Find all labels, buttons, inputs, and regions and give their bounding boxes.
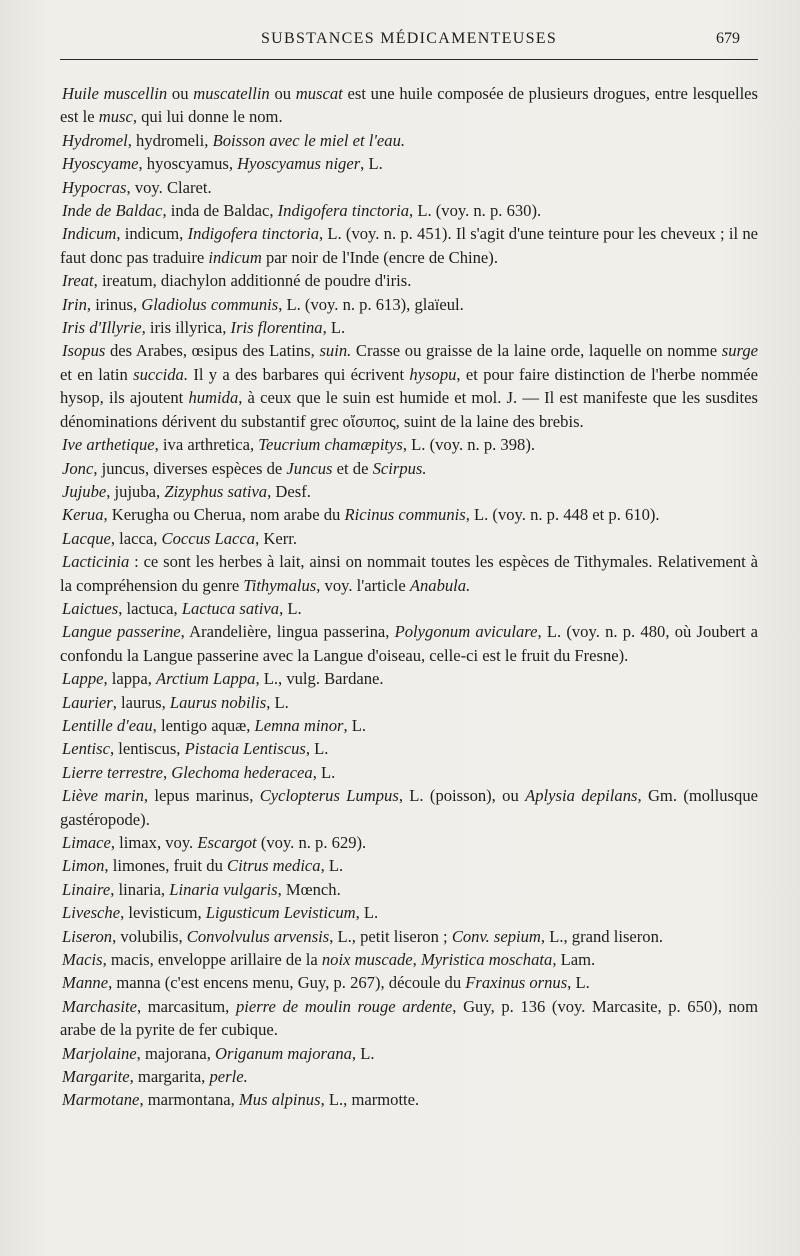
page-number: 679 — [716, 30, 740, 47]
entry-headword: Jujube — [62, 481, 107, 501]
entry-headword: Liseron — [62, 926, 113, 946]
entry-headword: Livesche — [62, 903, 121, 923]
glossary-entry — [60, 176, 758, 199]
glossary-entry — [60, 1065, 758, 1088]
glossary-entry — [60, 316, 758, 339]
entry-text: , jujuba, — [106, 481, 165, 501]
glossary-entry — [60, 1088, 758, 1111]
entry-italic-text: Convolvulus arvensis — [186, 926, 330, 946]
entry-headword: Lentisc — [62, 739, 110, 759]
entry-italic-text: noix muscade — [321, 950, 413, 970]
entry-text: , L. — [343, 715, 367, 735]
entry-text: , volubilis, — [112, 926, 187, 946]
entry-text: , voy. Claret. — [126, 177, 212, 197]
glossary-entry — [60, 854, 758, 877]
entry-text: , levisticum, — [120, 903, 206, 923]
entry-headword: Ive arthetique — [62, 435, 155, 455]
entry-text: , macis, enveloppe arillaire de la — [102, 950, 322, 970]
glossary-entry — [60, 667, 758, 690]
entry-italic-text: Laurus nobilis — [169, 692, 267, 712]
entry-text: , lepus marinus, — [143, 786, 260, 806]
running-title: SUBSTANCES MÉDICAMENTEUSES — [260, 30, 558, 47]
glossary-entry — [60, 1042, 758, 1065]
entry-italic-text: Iris florentina — [230, 318, 323, 338]
page-header — [60, 26, 758, 56]
entry-text: , — [162, 762, 172, 782]
entry-headword: Marmotane — [62, 1090, 140, 1110]
entry-headword: Isopus — [62, 341, 106, 361]
entry-headword: Lacticinia — [62, 552, 130, 572]
entry-text: Crasse ou graisse de la laine orde, laquelle on nomme — [351, 341, 722, 361]
entry-headword: Margarite — [62, 1067, 130, 1087]
glossary-entry — [60, 457, 758, 480]
entry-italic-text: muscat — [295, 84, 343, 103]
entry-italic-text: Zizyphus sativa — [164, 481, 268, 501]
glossary-entry — [60, 269, 758, 292]
entry-italic-text: Citrus medica — [227, 856, 321, 876]
entry-text: , Desf. — [267, 481, 311, 501]
glossary-entry — [60, 761, 758, 784]
entry-text: , inda de Baldac, — [162, 201, 278, 221]
header-rule — [60, 59, 758, 60]
entry-headword: Limon — [62, 856, 105, 876]
entry-text: , Mœnch. — [277, 879, 341, 899]
entry-text: , — [412, 950, 421, 970]
entry-headword: Linaire — [62, 879, 111, 899]
entry-headword: Iris d'Illyrie — [62, 318, 142, 338]
entry-text: , L. (poisson), ou — [398, 786, 526, 806]
entry-text: , limones, fruit du — [104, 856, 228, 876]
entry-text: , lacca, — [110, 528, 162, 548]
entry-text: , à ceux que le suin est humide et mol. J. — Il est manifeste que les susdites dénominations dérivent du substantif grec οἴσυπος, suint de la laine des brebis. — [60, 388, 758, 431]
entry-text: , lentigo aquæ, — [152, 715, 255, 735]
entry-text: , irinus, — [86, 294, 142, 314]
glossary-entry — [60, 550, 758, 597]
glossary-body — [60, 82, 758, 1112]
entry-headword: Ireat — [62, 271, 94, 291]
entry-text: et en latin — [60, 364, 134, 384]
entry-text: , L. — [305, 739, 329, 759]
entry-headword: Lacque — [62, 528, 111, 548]
entry-text: , L. — [312, 762, 336, 782]
entry-italic-text: Lemna minor — [254, 715, 344, 735]
entry-italic-text: Mus alpinus — [238, 1090, 321, 1110]
entry-headword: Kerua — [62, 505, 104, 525]
entry-italic-text: Glechoma hederacea — [171, 762, 313, 782]
entry-text: , majorana, — [136, 1043, 215, 1063]
entry-text: , L., vulg. Bardane. — [255, 669, 384, 689]
entry-italic-text: pierre de moulin rouge ardente — [235, 996, 453, 1016]
entry-text: , linaria, — [110, 879, 170, 899]
entry-text: ou — [167, 84, 194, 103]
entry-italic-text: Juncus — [286, 458, 333, 478]
entry-headword: Marchasite — [62, 996, 137, 1016]
entry-text: , voy. l'article — [316, 575, 410, 595]
entry-italic-text: Pistacia Lentiscus — [184, 739, 306, 759]
entry-text: , Lam. — [552, 950, 596, 970]
entry-headword: Macis — [62, 950, 103, 970]
entry-headword: Indicum — [62, 224, 117, 244]
entry-text: , L. (voy. n. p. 448 et p. 610). — [465, 505, 660, 525]
entry-italic-text: surge — [721, 341, 759, 361]
entry-headword: Marjolaine — [62, 1043, 137, 1063]
entry-text: par noir de l'Inde (encre de Chine). — [261, 247, 498, 267]
glossary-entry — [60, 737, 758, 760]
entry-text: , L. — [355, 903, 379, 923]
entry-text: , L. — [360, 154, 383, 174]
glossary-entry — [60, 714, 758, 737]
glossary-entry — [60, 948, 758, 971]
entry-text: , L., marmotte. — [320, 1090, 420, 1110]
entry-text: , hyoscyamus, — [138, 154, 238, 174]
glossary-entry — [60, 691, 758, 714]
entry-headword: Lentille d'eau — [62, 715, 153, 735]
glossary-entry — [60, 480, 758, 503]
glossary-entry — [60, 620, 758, 667]
entry-text: , lappa, — [103, 669, 157, 689]
entry-italic-text: Origanum majorana — [215, 1043, 352, 1063]
entry-text: , limax, voy. — [110, 833, 198, 852]
glossary-entry — [60, 901, 758, 924]
entry-italic-text: Linaria vulgaris — [169, 879, 278, 899]
entry-text: , manna (c'est encens menu, Guy, p. 267), découle du — [108, 973, 466, 993]
entry-italic-text: succida. — [133, 364, 188, 384]
entry-text: , L. — [567, 973, 590, 993]
glossary-entry — [60, 503, 758, 526]
entry-italic-text: Boisson avec le miel et l'eau. — [212, 130, 406, 150]
entry-headword: Irin — [62, 294, 87, 314]
entry-text: , marcasitum, — [136, 996, 236, 1016]
entry-headword: Inde de Baldac — [62, 201, 163, 221]
entry-text: , ireatum, diachylon additionné de poudre d'iris. — [93, 271, 412, 291]
glossary-entry — [60, 222, 758, 269]
glossary-entry — [60, 995, 758, 1042]
entry-italic-text: Anabula. — [409, 575, 471, 595]
entry-italic-text: Gladiolus communis — [141, 294, 279, 314]
entry-text: , Kerr. — [255, 528, 298, 548]
entry-text: des Arabes, œsipus des Latins, — [105, 341, 320, 361]
entry-text: , L. — [351, 1043, 375, 1063]
entry-text: , et pour faire distinction de l'herbe nommée hysop, ils ajoutent — [60, 364, 758, 408]
glossary-entry — [60, 129, 758, 152]
glossary-entry — [60, 971, 758, 994]
entry-headword: Huile muscellin — [62, 84, 168, 103]
entry-italic-text: musc — [98, 107, 133, 127]
entry-italic-text: Cyclopterus Lumpus — [259, 786, 399, 806]
glossary-entry — [60, 597, 758, 620]
entry-text: , L., petit liseron ; — [329, 926, 452, 946]
entry-text: , lentiscus, — [109, 739, 185, 759]
entry-text: et de — [332, 458, 373, 478]
entry-italic-text: Ligusticum Levisticum — [205, 903, 356, 923]
entry-italic-text: Arctium Lappa — [156, 669, 256, 689]
entry-text: , L. — [279, 598, 302, 618]
entry-italic-text: Scirpus. — [372, 458, 427, 478]
entry-text: , marmontana, — [139, 1090, 239, 1110]
glossary-entry — [60, 199, 758, 222]
entry-headword: Lierre terrestre — [62, 762, 163, 782]
entry-headword: Langue passerine — [62, 622, 181, 642]
entry-headword: Laictues — [62, 598, 119, 618]
entry-text: , L. (voy. n. p. 398). — [402, 435, 535, 455]
entry-headword: Limace — [62, 833, 111, 852]
entry-text: , L. (voy. n. p. 613), glaïeul. — [278, 294, 464, 314]
entry-italic-text: Lactuca sativa — [181, 598, 280, 618]
entry-headword: Laurier — [62, 692, 113, 712]
entry-headword: Lappe — [62, 669, 104, 689]
entry-italic-text: humida — [188, 388, 239, 408]
entry-italic-text: Escargot — [197, 833, 257, 852]
entry-text: : ce sont les herbes à lait, ainsi on nommait toutes les espèces de Tithymales. Relativement à la compréhension du genre — [60, 552, 758, 595]
entry-italic-text: Indigofera tinctoria — [277, 201, 410, 221]
entry-italic-text: Fraxinus ornus — [465, 973, 568, 993]
entry-italic-text: Coccus Lacca — [161, 528, 256, 548]
entry-text: , juncus, diverses espèces de — [93, 458, 287, 478]
entry-text: , Guy, p. 136 (voy. Marcasite, p. 650), nom arabe de la pyrite de fer cubique. — [60, 996, 758, 1040]
glossary-entry — [60, 784, 758, 831]
entry-headword: Hypocras — [62, 177, 127, 197]
entry-text: , indicum, — [116, 224, 188, 244]
entry-italic-text: Tithymalus — [243, 575, 317, 595]
glossary-entry — [60, 339, 758, 433]
entry-italic-text: Indigofera tinctoria — [187, 224, 320, 244]
glossary-entry — [60, 925, 758, 948]
entry-text: , Kerugha ou Cherua, nom arabe du — [103, 505, 345, 525]
glossary-entry — [60, 82, 758, 129]
glossary-entry — [60, 293, 758, 316]
entry-text: , iris illyrica, — [141, 318, 231, 338]
entry-text: , L. (voy. n. p. 480, où Joubert a confondu la Langue passerine avec la Langue d'oiseau, celle-ci est le fruit du Fresne). — [60, 622, 758, 665]
entry-italic-text: Ricinus communis — [344, 505, 466, 525]
entry-text: , L., grand liseron. — [540, 926, 664, 946]
entry-text: , L. — [266, 692, 289, 712]
entry-italic-text: Aplysia depilans — [525, 786, 638, 806]
entry-text: , L. — [322, 318, 346, 338]
entry-text: est une huile composée de plusieurs drogues, entre lesquelles est le — [60, 84, 759, 127]
entry-text: , lactuca, — [118, 598, 182, 618]
entry-text: , Gm. (mollusque gastéropode). — [60, 786, 758, 829]
entry-text: , iva arthretica, — [154, 435, 259, 455]
entry-text: , L. (voy. n. p. 630). — [409, 201, 542, 221]
glossary-entry — [60, 152, 758, 175]
entry-headword: Hydromel — [62, 130, 128, 150]
entry-italic-text: muscatellin — [193, 84, 270, 103]
glossary-entry — [60, 831, 758, 854]
entry-headword: Hyoscyame — [62, 154, 139, 174]
entry-italic-text: perle. — [209, 1067, 248, 1087]
entry-text: , laurus, — [112, 692, 170, 712]
entry-headword: Manne — [62, 973, 109, 993]
glossary-entry — [60, 878, 758, 901]
entry-headword: Liève marin — [62, 786, 144, 806]
glossary-entry — [60, 527, 758, 550]
entry-text: , Arandelière, lingua passerina, — [180, 622, 395, 642]
entry-text: , L. (voy. n. p. 451). Il s'agit d'une teinture pour les cheveux ; il ne faut donc pas traduire — [60, 224, 759, 267]
entry-italic-text: indicum — [208, 247, 262, 267]
entry-text: (voy. n. p. 629). — [256, 833, 367, 852]
entry-headword: Jonc — [62, 458, 94, 478]
entry-text: , qui lui donne le nom. — [132, 107, 283, 127]
glossary-entry — [60, 433, 758, 456]
entry-italic-text: suin. — [319, 341, 352, 361]
entry-italic-text: Teucrium chamæpitys — [258, 435, 403, 455]
entry-text: Il y a des barbares qui écrivent — [187, 364, 410, 384]
entry-italic-text: hysopu — [409, 364, 457, 384]
entry-italic-text: Polygonum aviculare — [394, 622, 538, 642]
entry-italic-text: Conv. sepium — [451, 926, 541, 946]
entry-text: ou — [269, 84, 296, 103]
entry-text: , margarita, — [129, 1067, 210, 1087]
entry-text: , hydromeli, — [127, 130, 213, 150]
entry-text: , L. — [320, 856, 344, 876]
entry-italic-text: Hyoscyamus niger — [237, 154, 361, 174]
entry-italic-text: Myristica moschata — [420, 950, 553, 970]
